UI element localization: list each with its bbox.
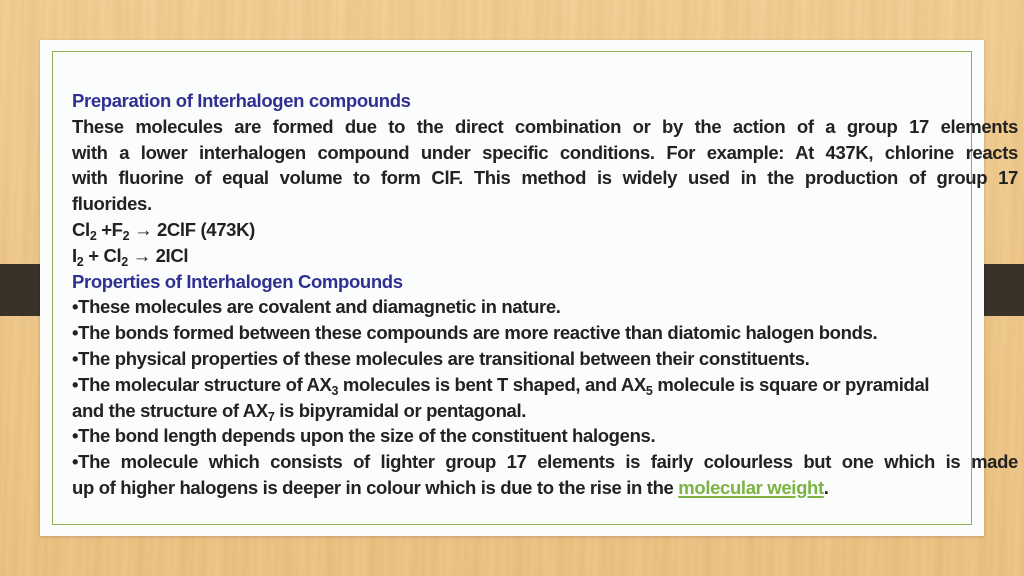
bullet4-line2-part2: is bipyramidal or pentagonal. <box>274 399 527 421</box>
bullet6-line2-end: . <box>823 476 829 498</box>
equation-2 <box>72 243 1018 269</box>
eq2-product: → 2ICl <box>127 244 189 266</box>
bullet4-line2-part1: and the structure of AX <box>72 399 268 421</box>
slide-content <box>72 88 1018 501</box>
preparation-line-1: These molecules are formed due to the direct combination or by the action of a group 17 elements <box>72 115 1018 137</box>
bullet4-part2: molecules is bent T shaped, and AX <box>338 373 646 395</box>
property-bullet-2: •The bonds formed between these compounds are more reactive than diatomic halogen bonds. <box>72 322 878 344</box>
property-bullet-1: •These molecules are covalent and diamagnetic in nature. <box>72 296 561 318</box>
molecular-weight-link[interactable]: molecular weight <box>678 476 824 498</box>
eq1-reactant2-subscript: 2 <box>122 228 130 243</box>
eq2-reactant1-subscript: 2 <box>76 254 84 269</box>
eq1-product: → 2ClF (473K) <box>129 218 255 240</box>
eq1-reactant2: +F <box>96 218 123 240</box>
bullet4-subscript-2: 5 <box>645 383 653 398</box>
eq2-reactant2-subscript: 2 <box>121 254 128 269</box>
preparation-line-4: fluorides. <box>72 193 152 215</box>
property-bullet-6-line-1: •The molecule which consists of lighter group 17 elements is fairly colourless but one which is made <box>72 451 1018 473</box>
bullet4-line2-subscript: 7 <box>267 409 275 424</box>
properties-heading: Properties of Interhalogen Compounds <box>72 270 403 292</box>
preparation-heading: Preparation of Interhalogen compounds <box>72 90 411 111</box>
preparation-line-2: with a lower interhalogen compound under specific conditions. For example: At 437K, chlorine reacts <box>72 141 1018 163</box>
eq2-reactant2: + Cl <box>83 244 122 266</box>
property-bullet-6-line-2 <box>72 475 1018 501</box>
property-bullet-4-line-1 <box>72 372 1018 398</box>
bullet4-part1: •The molecular structure of AX <box>72 373 332 395</box>
equation-1 <box>72 217 1018 243</box>
bullet4-part3: molecule is square or pyramidal <box>652 373 930 395</box>
eq2-reactant1: I <box>72 244 77 266</box>
left-side-bar <box>0 264 40 316</box>
eq1-reactant1-subscript: 2 <box>89 228 97 243</box>
property-bullet-5: •The bond length depends upon the size of the constituent halogens. <box>72 425 656 447</box>
eq1-reactant1: Cl <box>72 218 90 240</box>
property-bullet-3: •The physical properties of these molecules are transitional between their constituents. <box>72 347 810 369</box>
preparation-line-3: with fluorine of equal volume to form ClF. This method is widely used in the production of group 17 <box>72 167 1018 189</box>
bullet6-line2-text: up of higher halogens is deeper in colour which is due to the rise in the <box>72 476 679 498</box>
property-bullet-4-line-2 <box>72 398 1018 424</box>
bullet4-subscript-1: 3 <box>331 383 339 398</box>
